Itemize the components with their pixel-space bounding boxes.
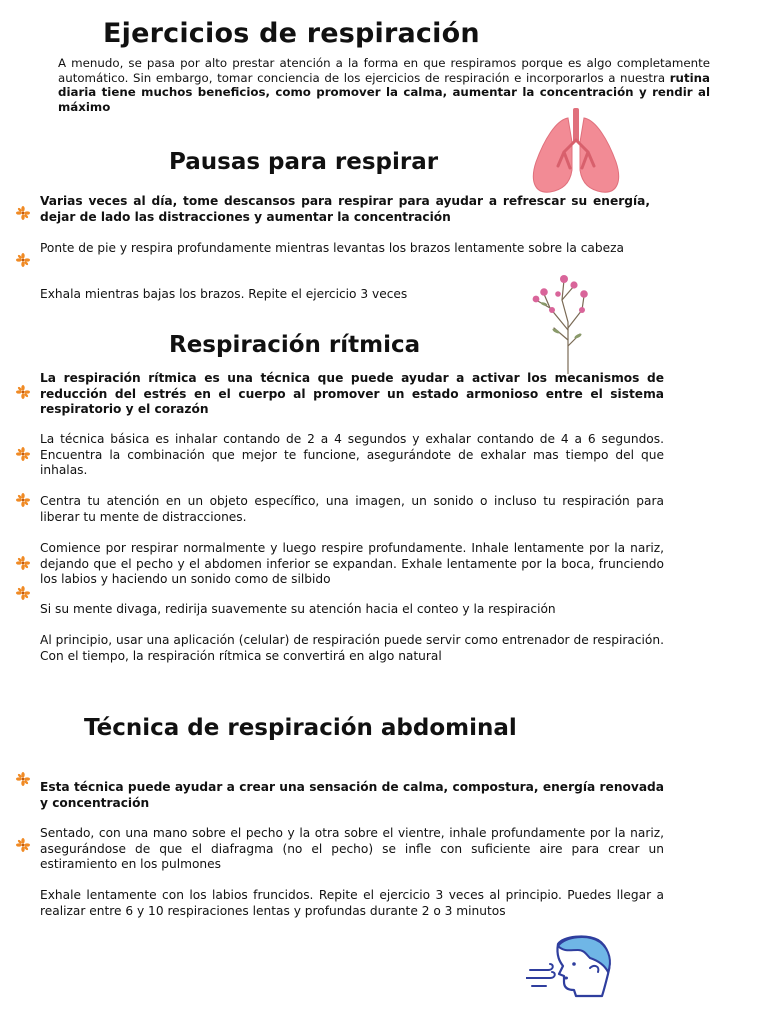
orange-flower-icon <box>16 493 30 507</box>
heading-ritmica: Respiración rítmica <box>169 332 421 358</box>
ritmica-item-4: Comience por respirar normalmente y luego respire profundamente. Inhale lentamente por la nariz, dejando que el pecho y el abdomen inferior se expandan. Exhale lentamente por la boca, frunciendo los labios y haciendo un sonido como de silbido <box>40 541 664 586</box>
heading-pausas: Pausas para respirar <box>169 149 439 175</box>
orange-flower-icon <box>16 206 30 220</box>
ritmica-item-2: La técnica básica es inhalar contando de 2 a 4 segundos y exhalar contando de 4 a 6 segundos. Encuentra la combinación que mejor te funcione, asegurándote de exhalar mas tiempo del que inhalas. <box>40 432 664 477</box>
orange-flower-icon <box>16 385 30 399</box>
orange-flower-icon <box>16 447 30 461</box>
heading-abdominal: Técnica de respiración abdominal <box>84 715 517 741</box>
flower-branch-icon <box>528 270 590 374</box>
page-title: Ejercicios de respiración <box>103 18 480 49</box>
orange-flower-icon <box>16 772 30 786</box>
abdominal-item-3: Exhale lentamente con los labios fruncidos. Repite el ejercicio 3 veces al principio. Puedes llegar a realizar entre 6 y 10 respiraciones lentas y profundas durante 2 o 3 minutos <box>40 888 664 918</box>
pausas-item-2: Ponte de pie y respira profundamente mientras levantas los brazos lentamente sobre la cabeza <box>40 241 624 255</box>
intro-text: A menudo, se pasa por alto prestar atención a la forma en que respiramos porque es algo completamente automático. Sin embargo, tomar conciencia de los ejercicios de respiración e incorporarlos a nuestra <box>58 56 710 85</box>
abdominal-item-1: Esta técnica puede ayudar a crear una sensación de calma, compostura, energía renovada y concentración <box>40 780 664 810</box>
orange-flower-icon <box>16 253 30 267</box>
abdominal-item-2: Sentado, con una mano sobre el pecho y la otra sobre el vientre, inhale profundamente por la nariz, asegurándose de que el diafragma (no el pecho) se infle con suficiente aire para crear un estiramiento en los pulmones <box>40 826 664 871</box>
pausas-item-1: Varias veces al día, tome descansos para respirar para ayudar a refrescar su energía, dejar de lado las distracciones y aumentar la concentración <box>40 194 650 224</box>
orange-flower-icon <box>16 556 30 570</box>
ritmica-item-5: Si su mente divaga, redirija suavemente su atención hacia el conteo y la respiración <box>40 602 556 616</box>
intro-paragraph <box>58 56 710 114</box>
orange-flower-icon <box>16 838 30 852</box>
intro-bold: rutina diaria tiene muchos beneficios, como promover la calma, aumentar la concentración y rendir al máximo <box>58 70 710 114</box>
orange-flower-icon <box>16 586 30 600</box>
person-exhaling-icon <box>526 934 616 1000</box>
ritmica-item-6: Al principio, usar una aplicación (celular) de respiración puede servir como entrenador de respiración. Con el tiempo, la respiración rítmica se convertirá en algo natural <box>40 633 664 663</box>
pausas-item-3: Exhala mientras bajas los brazos. Repite el ejercicio 3 veces <box>40 287 408 301</box>
ritmica-item-1: La respiración rítmica es una técnica que puede ayudar a activar los mecanismos de reducción del estrés en el cuerpo al promover un estado armonioso entre el sistema respiratorio y el corazón <box>40 371 664 416</box>
lungs-icon <box>528 108 624 196</box>
ritmica-item-3: Centra tu atención en un objeto específico, una imagen, un sonido o incluso tu respiración para liberar tu mente de distracciones. <box>40 494 664 524</box>
